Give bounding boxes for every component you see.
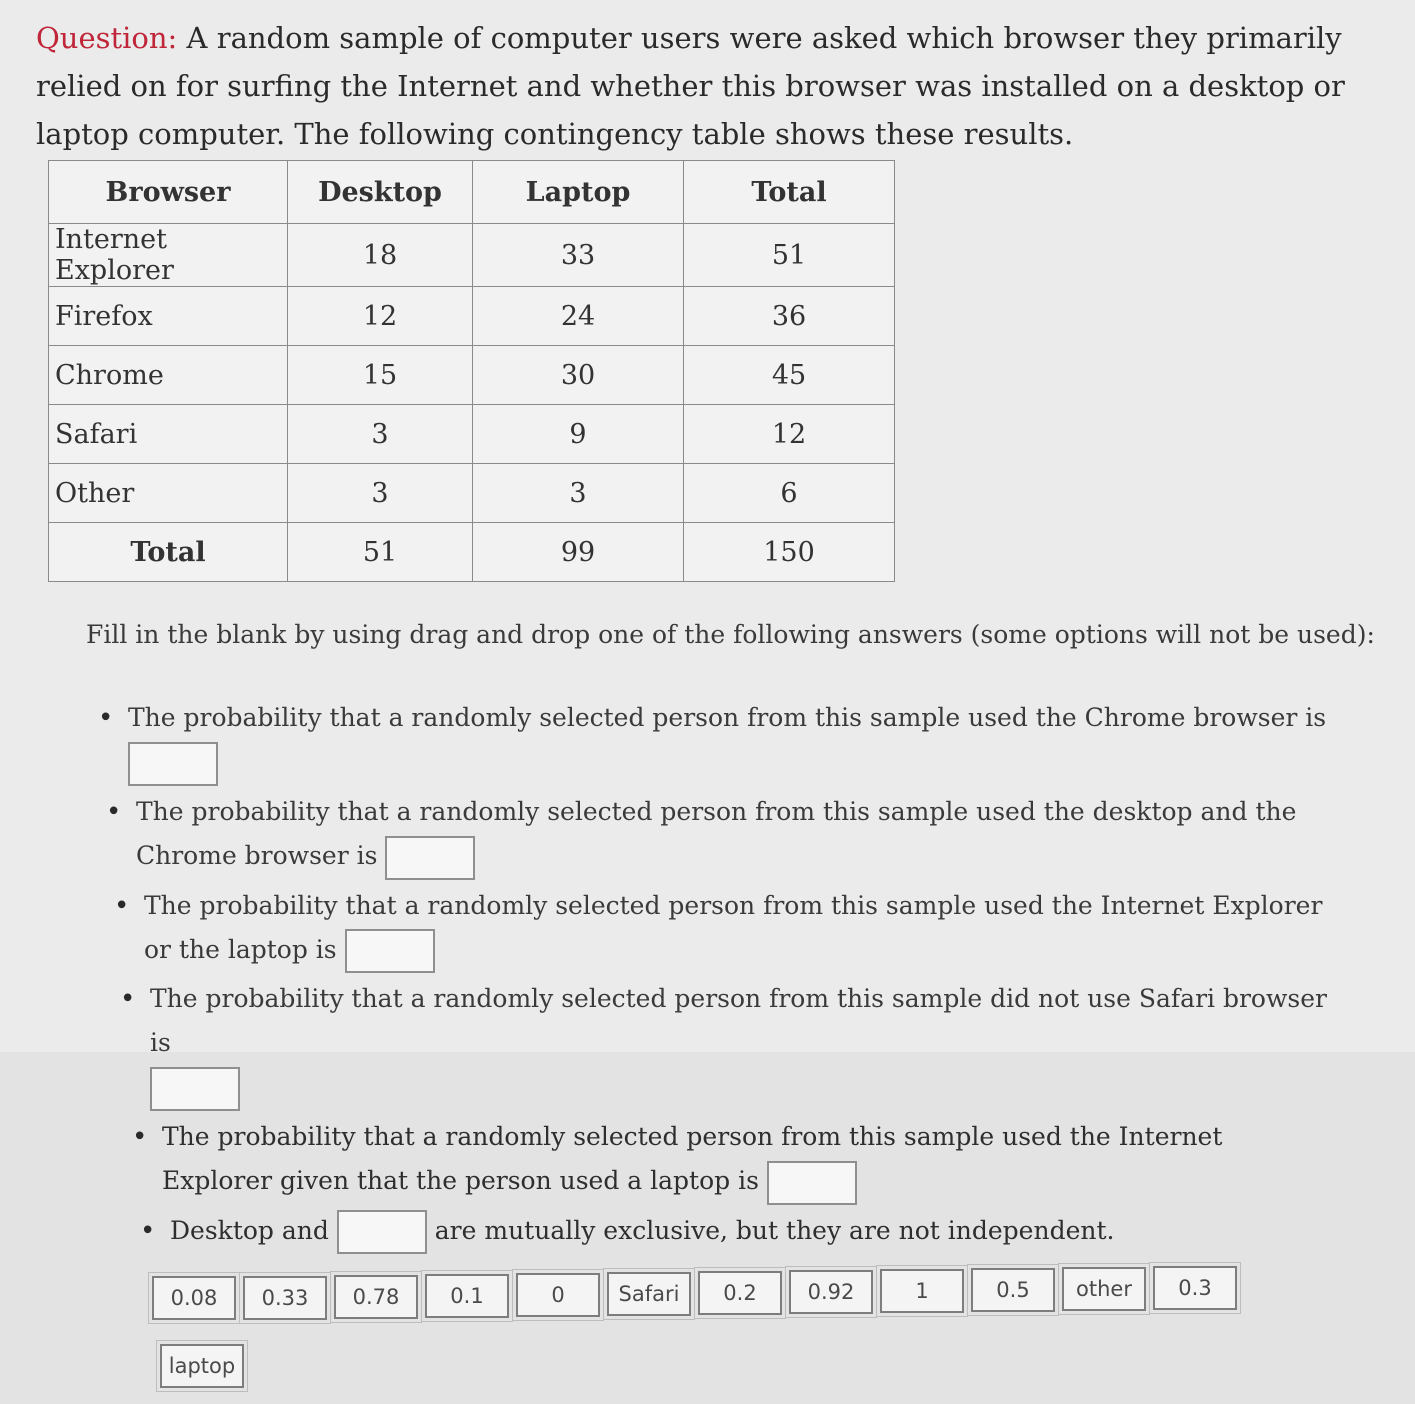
option-tile[interactable]: other	[1062, 1267, 1146, 1311]
table-row	[49, 405, 895, 464]
item-text: are mutually exclusive, but they are not independent.	[434, 1215, 1115, 1245]
cell-desktop: 12	[288, 287, 473, 346]
option-tile[interactable]: 0.08	[152, 1276, 236, 1320]
cell-grand-total: 150	[684, 523, 895, 582]
total-row-label: Total	[49, 523, 288, 582]
question-items	[96, 696, 1336, 1258]
cell-desktop: 15	[288, 346, 473, 405]
cell-desktop: 18	[288, 224, 473, 287]
option-tile[interactable]: 0.33	[243, 1276, 327, 1320]
item-text: The probability that a randomly selected person from this sample used the Internet Explorer given that the person used a laptop is	[162, 1122, 1223, 1195]
cell-total: 36	[684, 287, 895, 346]
drop-zone-chrome[interactable]	[128, 742, 218, 786]
option-tile[interactable]: 1	[880, 1269, 964, 1313]
option-tile[interactable]: Safari	[607, 1272, 691, 1316]
cell-laptop-total: 99	[473, 523, 684, 582]
row-label: Chrome	[49, 346, 288, 405]
table-total-row	[49, 523, 895, 582]
list-item	[104, 790, 1336, 880]
row-label: Firefox	[49, 287, 288, 346]
question-body: A random sample of computer users were asked which browser they primarily relied on for surfing the Internet and whether this browser was installed on a desktop or laptop computer. The following contingency table shows these results.	[36, 21, 1345, 151]
option-tile[interactable]: 0.3	[1153, 1266, 1237, 1310]
table-row	[49, 287, 895, 346]
row-label: Other	[49, 464, 288, 523]
item-text: The probability that a randomly selected person from this sample did not use Safari browser is	[150, 984, 1327, 1057]
header-desktop: Desktop	[288, 161, 473, 224]
cell-desktop: 3	[288, 405, 473, 464]
option-tile[interactable]: laptop	[160, 1344, 244, 1388]
option-tile[interactable]: 0.2	[698, 1271, 782, 1315]
cell-laptop: 3	[473, 464, 684, 523]
table-header-row	[49, 161, 895, 224]
list-item	[138, 1209, 1336, 1255]
list-item	[118, 977, 1336, 1111]
question-text	[36, 14, 1386, 158]
cell-laptop: 30	[473, 346, 684, 405]
list-item	[112, 884, 1336, 974]
header-laptop: Laptop	[473, 161, 684, 224]
table-row	[49, 346, 895, 405]
item-text: The probability that a randomly selected person from this sample used the Chrome browser is	[128, 703, 1327, 732]
cell-laptop: 9	[473, 405, 684, 464]
cell-total: 6	[684, 464, 895, 523]
list-item	[130, 1115, 1336, 1205]
drop-zone-not-safari[interactable]	[150, 1067, 240, 1111]
option-tile[interactable]: 0.1	[425, 1274, 509, 1318]
option-tile[interactable]: 0.5	[971, 1268, 1055, 1312]
contingency-table	[48, 160, 895, 582]
cell-laptop: 24	[473, 287, 684, 346]
instruction-text: Fill in the blank by using drag and drop one of the following answers (some options will not be used):	[86, 620, 1375, 649]
row-label: Internet Explorer	[49, 224, 288, 287]
item-text: The probability that a randomly selected person from this sample used the Internet Explorer or the laptop is	[144, 890, 1323, 964]
option-tile[interactable]: 0.78	[334, 1275, 418, 1319]
question-label: Question:	[36, 21, 178, 55]
table-row	[49, 224, 895, 287]
cell-total: 12	[684, 405, 895, 464]
cell-total: 45	[684, 346, 895, 405]
drop-zone-desktop-and-chrome[interactable]	[385, 836, 475, 880]
cell-total: 51	[684, 224, 895, 287]
option-tile[interactable]: 0	[516, 1273, 600, 1317]
table-row	[49, 464, 895, 523]
item-text: The probability that a randomly selected person from this sample used the desktop and the Chrome browser is	[136, 797, 1297, 870]
cell-desktop-total: 51	[288, 523, 473, 582]
cell-desktop: 3	[288, 464, 473, 523]
header-total: Total	[684, 161, 895, 224]
item-text: Desktop and	[170, 1215, 329, 1245]
drop-zone-ie-given-laptop[interactable]	[767, 1161, 857, 1205]
row-label: Safari	[49, 405, 288, 464]
option-tile[interactable]: 0.92	[789, 1270, 873, 1314]
header-browser: Browser	[49, 161, 288, 224]
drop-zone-mutually-exclusive[interactable]	[337, 1210, 427, 1254]
cell-laptop: 33	[473, 224, 684, 287]
list-item	[96, 696, 1336, 786]
drop-zone-ie-or-laptop[interactable]	[345, 929, 435, 973]
